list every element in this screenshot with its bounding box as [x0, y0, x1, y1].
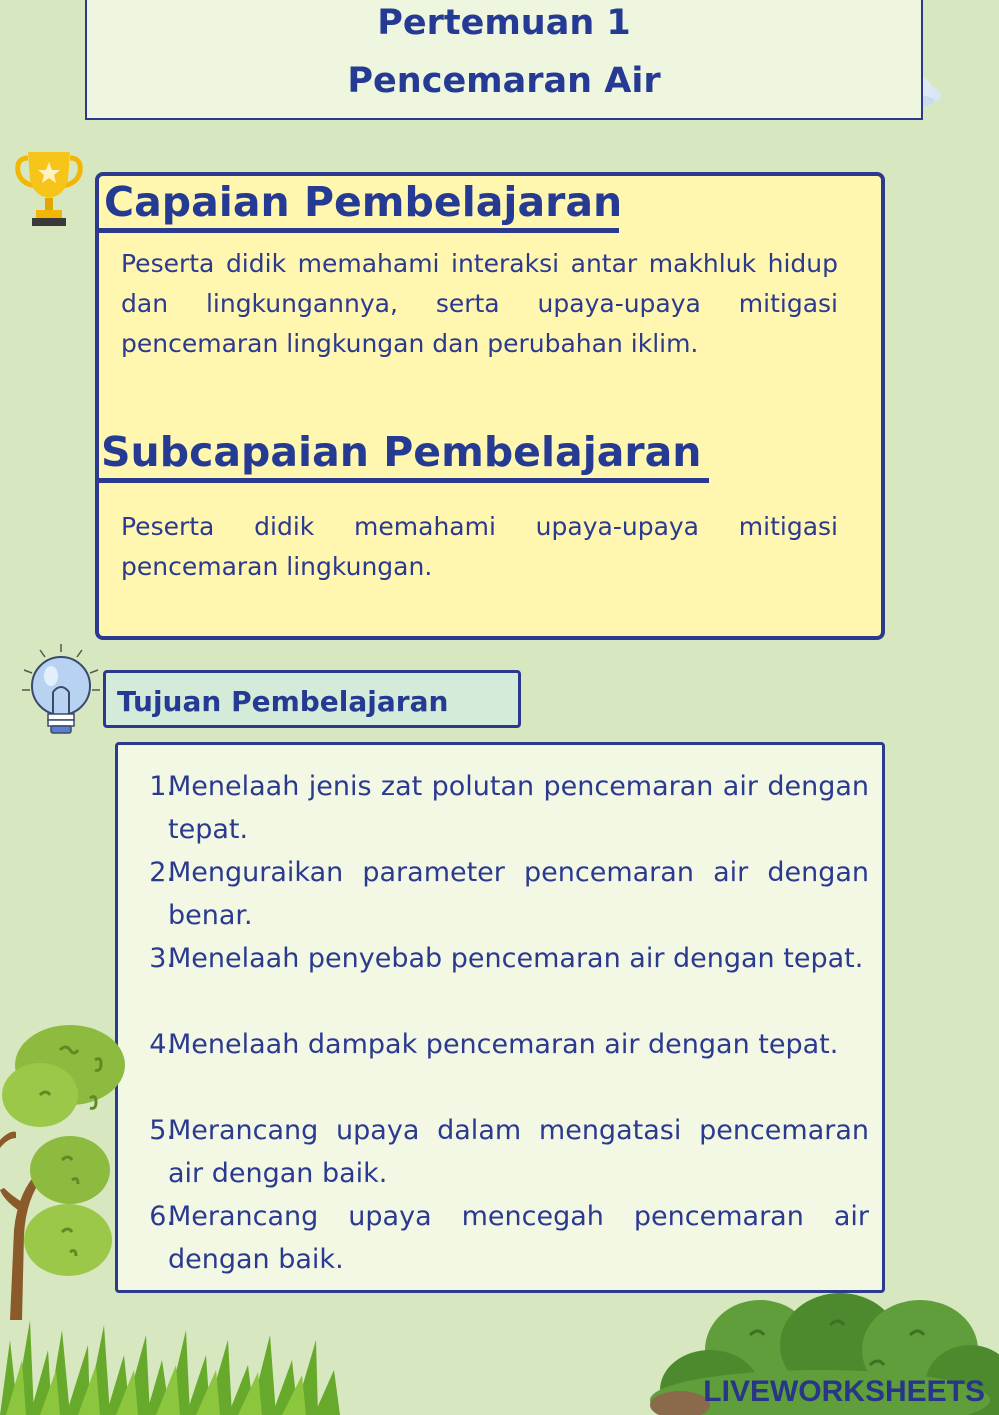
- capaian-underline: [97, 228, 619, 233]
- list-item: [118, 1195, 882, 1281]
- list-item: [118, 851, 882, 937]
- lightbulb-icon: [20, 642, 102, 740]
- grass-illustration: [0, 1310, 360, 1415]
- capaian-heading: Capaian Pembelajaran: [104, 178, 623, 226]
- subcapaian-text: Peserta didik memahami upaya-upaya mitigasi pencemaran lingkungan.: [121, 512, 838, 581]
- title-box: [85, 0, 923, 120]
- item-text: Merancang upaya dalam mengatasi pencemaran air dengan baik.: [168, 1115, 869, 1189]
- item-text: Merancang upaya mencegah pencemaran air dengan baik.: [168, 1201, 869, 1275]
- topic-title: Pencemaran Air: [347, 61, 661, 101]
- item-number: 4.: [149, 1029, 175, 1060]
- objectives-box: [115, 742, 885, 1293]
- item-number: 1.: [149, 771, 175, 802]
- trophy-icon: [14, 150, 84, 228]
- objectives-list: [118, 765, 882, 1281]
- item-text: Menelaah dampak pencemaran air dengan tepat.: [168, 1029, 839, 1060]
- objectives-label: [103, 670, 521, 728]
- liveworksheets-logo: LIVEWORKSHEETS: [703, 1375, 985, 1408]
- item-number: 6.: [149, 1201, 175, 1232]
- capaian-text: Peserta didik memahami interaksi antar makhluk hidup dan lingkungannya, serta upaya-upaya mitigasi pencemaran lingkungan dan perubahan iklim.: [121, 249, 838, 358]
- item-text: Menelaah penyebab pencemaran air dengan tepat.: [168, 943, 864, 974]
- tree-illustration: [0, 1020, 130, 1320]
- list-item: [118, 937, 882, 1023]
- list-item: [118, 765, 882, 851]
- item-number: 5.: [149, 1115, 175, 1146]
- objectives-heading: Tujuan Pembelajaran: [117, 685, 449, 718]
- item-number: 3.: [149, 943, 175, 974]
- subcapaian-underline: [97, 478, 709, 483]
- list-item: [118, 1109, 882, 1195]
- list-item: [118, 1023, 882, 1109]
- subcapaian-heading: Subcapaian Pembelajaran: [101, 428, 702, 476]
- item-text: Menelaah jenis zat polutan pencemaran air dengan tepat.: [168, 771, 869, 845]
- item-text: Menguraikan parameter pencemaran air dengan benar.: [168, 857, 869, 931]
- meeting-title: Pertemuan 1: [377, 3, 631, 43]
- item-number: 2.: [149, 857, 175, 888]
